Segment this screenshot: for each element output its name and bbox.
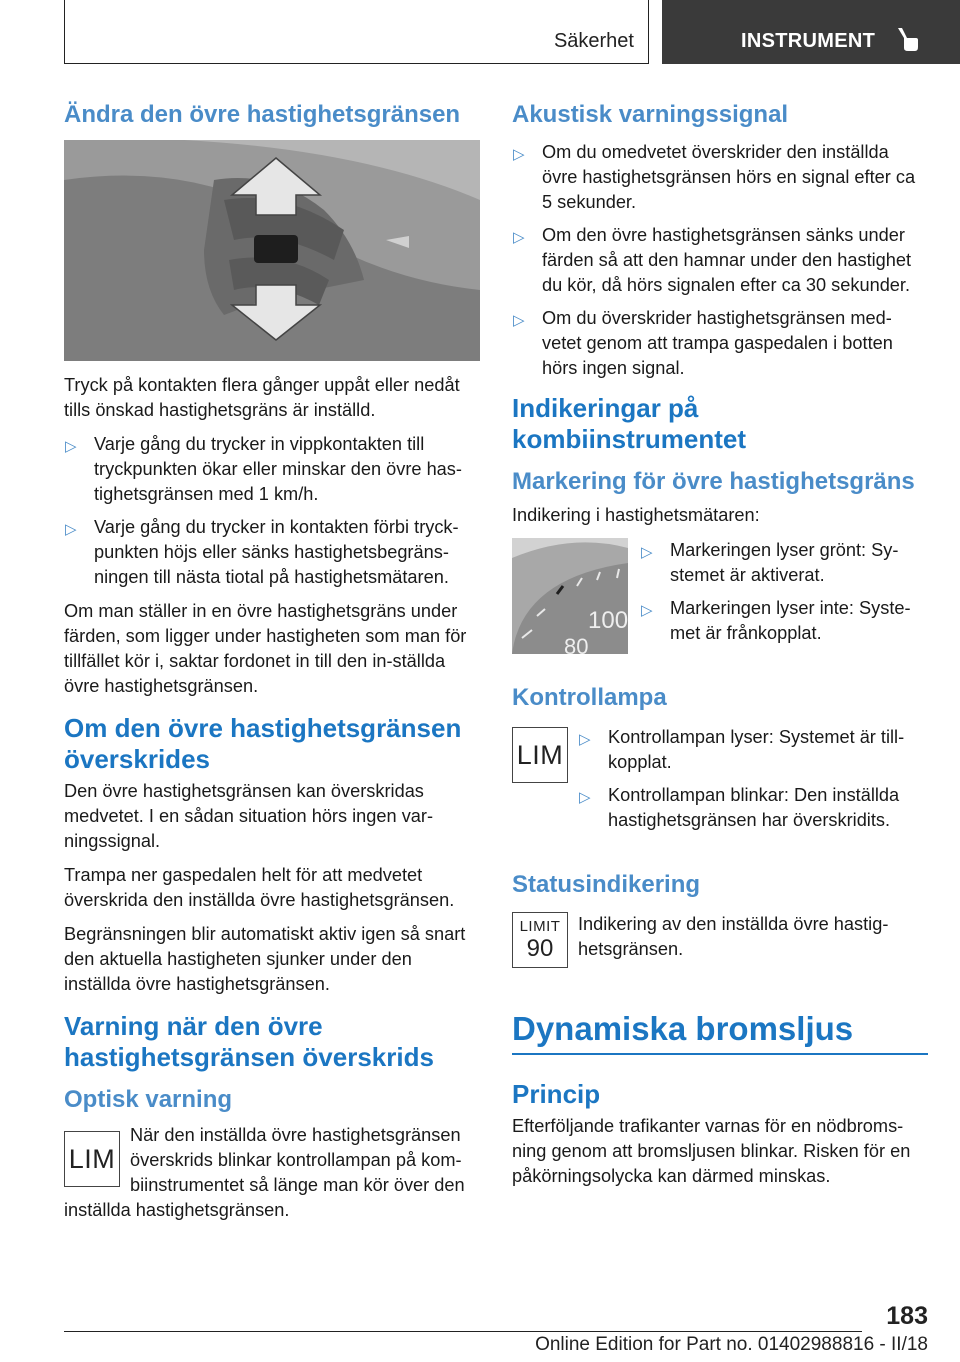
footer-divider bbox=[64, 1331, 862, 1332]
list-switch-steps bbox=[64, 432, 480, 590]
triangle-bullet-icon: ▷ bbox=[641, 602, 653, 619]
header-chapter-tab bbox=[662, 0, 960, 64]
list-item: ▷ Om den övre hastighetsgränsen sänks under färden så att den hamnar under den hastighet du kör, då hörs signalen efter ca 30 sekunder. bbox=[513, 225, 912, 295]
header-chapter-label: INSTRUMENT bbox=[741, 30, 876, 52]
heading-status-indication: Statusindikering bbox=[512, 871, 701, 898]
edition-note: Online Edition for Part no. 01402988816 - II/18 bbox=[535, 1334, 928, 1355]
limit-90-icon: LIMIT 90 bbox=[512, 912, 568, 968]
svg-text:100: 100 bbox=[588, 607, 628, 634]
heading-upper-limit-marker: Markering för övre hastighetsgräns bbox=[512, 468, 915, 495]
paragraph-reactivation: Begränsningen blir automatiskt aktiv igen så snart den aktuella hastigheten sjunker under den inställda övre hastighetsgränsen. bbox=[64, 924, 466, 994]
heading-cluster-indicators: Indikeringar på kombiinstrumentet bbox=[512, 393, 747, 454]
paragraph-status-indication: Indikering av den inställda övre hastig‐hetsgränsen. bbox=[578, 914, 889, 959]
paragraph-press-switch: Tryck på kontakten flera gånger uppåt eller nedåt tills önskad hastighetsgräns är inställd. bbox=[64, 375, 460, 420]
triangle-bullet-icon: ▷ bbox=[579, 789, 591, 806]
triangle-bullet-icon: ▷ bbox=[513, 312, 525, 329]
triangle-bullet-icon: ▷ bbox=[65, 521, 77, 538]
paragraph-set-while-driving: Om man ställer in en övre hastighetsgräns under färden, som ligger under hastigheten som man för tillfället kör i, saktar fordonet in till den in‐ställda övre hastighetsgränsen. bbox=[64, 601, 467, 696]
pointing-hand-icon bbox=[894, 26, 920, 52]
paragraph-exceed-deliberately: Den övre hastighetsgränsen kan överskridas medvetet. I en sådan situation hörs ingen var‐ningssignal. bbox=[64, 781, 434, 851]
triangle-bullet-icon: ▷ bbox=[641, 544, 653, 561]
heading-dynamic-brake-lights: Dynamiska bromsljus bbox=[512, 1009, 928, 1055]
optical-warning-block bbox=[64, 1123, 480, 1223]
right-column bbox=[512, 100, 928, 1198]
list-item: ▷ Varje gång du trycker in kontakten förbi tryck‐punkten höjs eller sänks hastighetsbegräns‐ningen till nästa tiotal på hastighetsmätaren. bbox=[65, 517, 459, 587]
paragraph-optical-warning: När den inställda övre hastighetsgränsen överskrids blinkar kontrollampan på kom‐biinstrumentet så länge man kör över den inställda hastighetsgränsen. bbox=[64, 1125, 465, 1220]
lim-indicator-icon: LIM bbox=[512, 727, 568, 783]
list-item: ▷ Kontrollampan blinkar: Den inställda hastighetsgränsen har överskridits. bbox=[579, 785, 900, 830]
heading-indicator-lamp: Kontrollampa bbox=[512, 684, 667, 711]
steering-wheel-switch-photo bbox=[64, 140, 480, 361]
header-section-tab bbox=[64, 0, 649, 64]
header-section-label: Säkerhet bbox=[553, 30, 634, 52]
heading-principle: Princip bbox=[512, 1079, 601, 1109]
indicator-lamp-block bbox=[512, 725, 928, 850]
list-item: ▷ Markeringen lyser grönt: Sy‐stemet är aktiverat. bbox=[641, 540, 899, 585]
list-acoustic bbox=[512, 140, 928, 381]
left-column bbox=[64, 100, 480, 1232]
speedometer-photo bbox=[512, 538, 628, 654]
paragraph-speedometer-indication: Indikering i hastighetsmätaren: bbox=[512, 505, 760, 525]
status-indication-block bbox=[512, 912, 928, 971]
list-item: ▷ Kontrollampan lyser: Systemet är till‐kopplat. bbox=[579, 727, 905, 772]
heading-change-upper-limit: Ändra den övre hastighetsgränsen bbox=[64, 101, 461, 128]
heading-limit-exceeded: Om den övre hastighetsgränsen överskrides bbox=[64, 713, 462, 774]
triangle-bullet-icon: ▷ bbox=[65, 438, 77, 455]
list-marker-states bbox=[640, 538, 928, 654]
list-item: ▷ Om du omedvetet överskrider den inställda övre hastighetsgränsen hörs en signal efter ca 5 sekunder. bbox=[513, 142, 916, 212]
heading-acoustic-warning: Akustisk varningssignal bbox=[512, 101, 789, 128]
marker-block bbox=[512, 538, 928, 663]
list-item: ▷ Om du överskrider hastighetsgränsen med‐vetet genom att trampa gaspedalen i botten hörs ingen signal. bbox=[513, 308, 893, 378]
page-number: 183 bbox=[886, 1302, 928, 1330]
heading-optical-warning: Optisk varning bbox=[64, 1086, 233, 1113]
list-item: ▷ Markeringen lyser inte: Syste‐met är frånkopplat. bbox=[641, 598, 911, 643]
list-lamp-states bbox=[578, 725, 928, 841]
triangle-bullet-icon: ▷ bbox=[513, 146, 525, 163]
lim-indicator-icon: LIM bbox=[64, 1131, 120, 1187]
svg-text:80: 80 bbox=[564, 634, 589, 654]
paragraph-principle: Efterföljande trafikanter varnas för en nödbroms‐ning genom att bromsljusen blinkar. Risken för en påkörningsolycka kan därmed minskas. bbox=[512, 1116, 911, 1186]
triangle-bullet-icon: ▷ bbox=[513, 229, 525, 246]
list-item: ▷ Varje gång du trycker in vippkontakten till tryckpunkten ökar eller minskar den övre has‐tighetsgränsen med 1 km/h. bbox=[65, 434, 462, 504]
paragraph-floor-accelerator: Trampa ner gaspedalen helt för att medvetet överskrida den inställda övre hastighetsgränsen. bbox=[64, 865, 455, 910]
heading-warning-exceeded: Varning när den övre hastighetsgränsen överskrids bbox=[64, 1011, 434, 1072]
triangle-bullet-icon: ▷ bbox=[579, 731, 591, 748]
